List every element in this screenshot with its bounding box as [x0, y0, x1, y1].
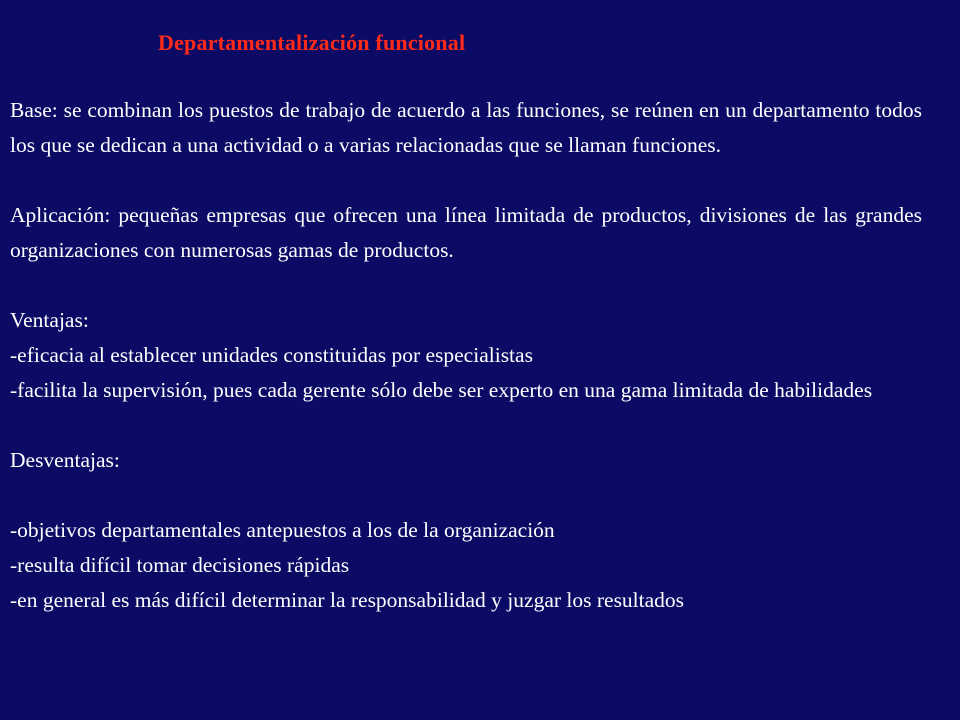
desventajas-item: -objetivos departamentales antepuestos a los de la organización: [10, 518, 555, 542]
spacer: [10, 268, 922, 303]
ventajas-heading: Ventajas:: [10, 308, 89, 332]
base-paragraph: Base: se combinan los puestos de trabajo de acuerdo a las funciones, se reúnen en un departamento todos los que se dedican a una actividad o a varias relacionadas que se llaman funciones.: [10, 98, 922, 157]
ventajas-item: -facilita la supervisión, pues cada gerente sólo debe ser experto en una gama limitada de habilidades: [10, 378, 873, 402]
slide-title: Departamentalización funcional: [158, 30, 466, 55]
slide-body: [10, 93, 922, 618]
aplicacion-paragraph: Aplicación: pequeñas empresas que ofrecen una línea limitada de productos, divisiones de las grandes organizaciones con numerosas gamas de productos.: [10, 203, 922, 262]
desventajas-heading: Desventajas:: [10, 448, 120, 472]
desventajas-item: -en general es más difícil determinar la responsabilidad y juzgar los resultados: [10, 588, 685, 612]
spacer: [10, 163, 922, 198]
ventajas-item: -eficacia al establecer unidades constituidas por especialistas: [10, 343, 533, 367]
desventajas-item: -resulta difícil tomar decisiones rápidas: [10, 553, 350, 577]
spacer: [10, 478, 922, 513]
spacer: [10, 408, 922, 443]
